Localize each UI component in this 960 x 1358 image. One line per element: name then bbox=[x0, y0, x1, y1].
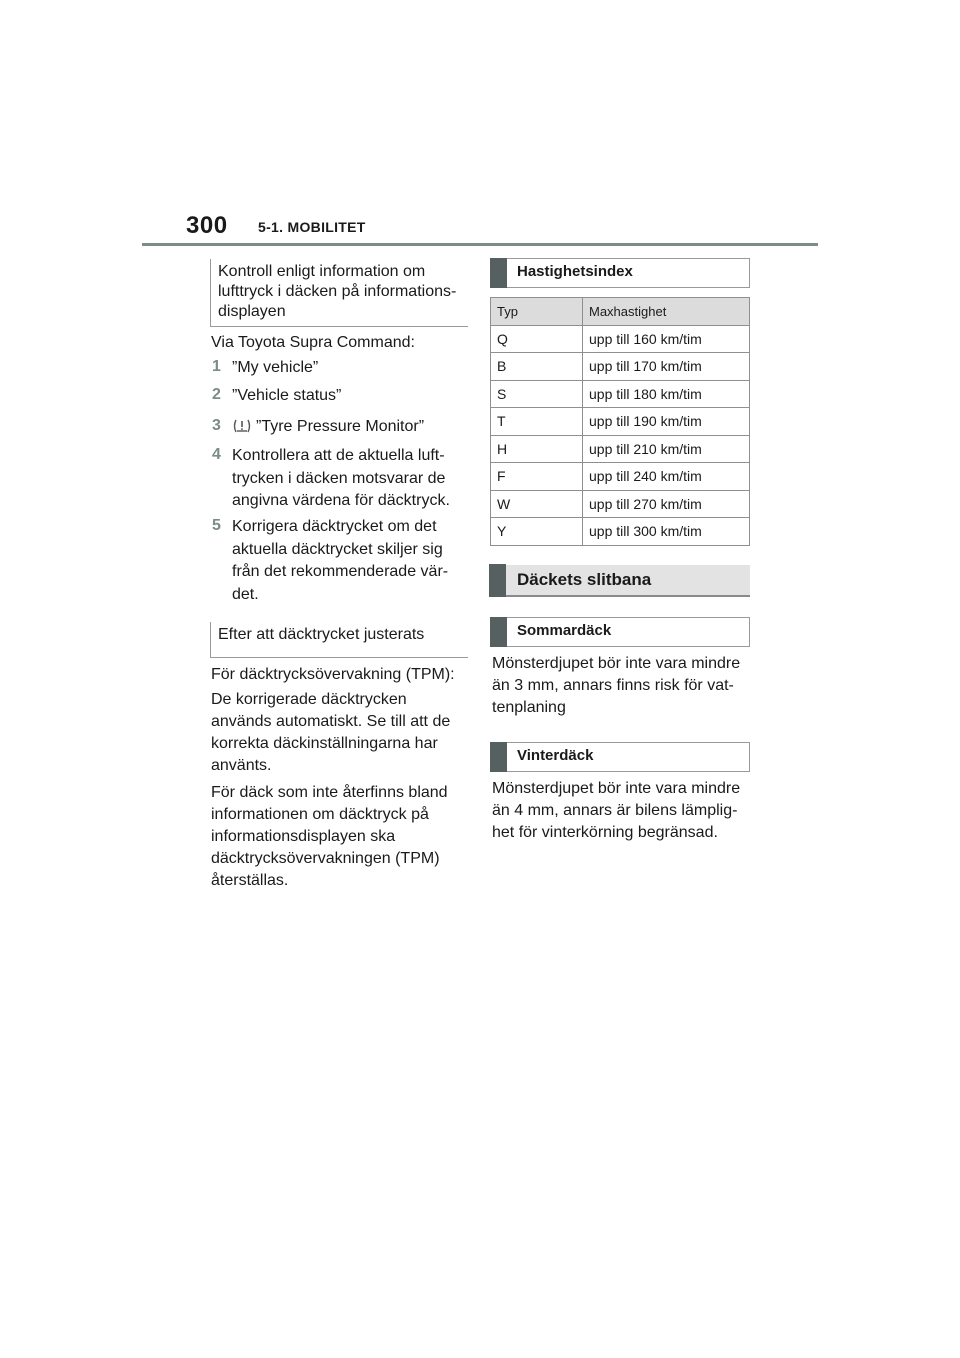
table-row bbox=[491, 408, 750, 436]
step-text: ”Tyre Pressure Monitor” bbox=[256, 418, 425, 435]
table-cell: upp till 170 km/tim bbox=[583, 353, 750, 381]
step-number: 5 bbox=[212, 517, 221, 534]
heading-text: Däckets slitbana bbox=[517, 570, 652, 589]
tyre-pressure-warning-icon bbox=[232, 418, 252, 442]
table-cell: H bbox=[491, 435, 583, 463]
heading-bar bbox=[490, 617, 507, 647]
heading-text: Kontroll enligt information om lufttryck i däcken på informations-displayen bbox=[218, 263, 457, 320]
table-cell: B bbox=[491, 353, 583, 381]
column-header: Maxhastighet bbox=[583, 298, 750, 326]
table-cell: F bbox=[491, 463, 583, 491]
paragraph-corrected: De korrigerade däcktrycken används automatiskt. Se till att de korrekta däckinställningarna har använts. bbox=[211, 691, 451, 774]
step-number: 2 bbox=[212, 386, 221, 403]
heading-box-tpm-check bbox=[210, 259, 468, 327]
heading-bar bbox=[490, 742, 507, 772]
step-text: ”My vehicle” bbox=[232, 359, 319, 376]
heading-text: Sommardäck bbox=[517, 622, 612, 639]
step-text: Kontrollera att de aktuella luft-trycken i däcken motsvarar de angivna värdena för däcktryck. bbox=[232, 447, 450, 509]
heading-box-after-adjust bbox=[210, 622, 468, 658]
step-number: 3 bbox=[212, 417, 221, 434]
heading-text: Efter att däcktrycket justerats bbox=[218, 626, 425, 643]
table-cell: S bbox=[491, 380, 583, 408]
table-cell: upp till 180 km/tim bbox=[583, 380, 750, 408]
column-header: Typ bbox=[491, 298, 583, 326]
table-row bbox=[491, 353, 750, 381]
step-text: Korrigera däcktrycket om det aktuella däcktrycket skiljer sig från det rekommenderade vär-det. bbox=[232, 518, 449, 603]
table-row bbox=[491, 518, 750, 546]
step-number: 4 bbox=[212, 446, 221, 463]
table-row bbox=[491, 325, 750, 353]
table-cell: upp till 240 km/tim bbox=[583, 463, 750, 491]
table-cell: T bbox=[491, 408, 583, 436]
paragraph-winter: Mönsterdjupet bör inte vara mindre än 4 mm, annars är bilens lämplig-het för vinterkörning begränsad. bbox=[492, 780, 741, 841]
table-cell: upp till 270 km/tim bbox=[583, 490, 750, 518]
step-item bbox=[232, 416, 424, 442]
table-cell: upp till 160 km/tim bbox=[583, 325, 750, 353]
table-cell: upp till 300 km/tim bbox=[583, 518, 750, 546]
table-cell: Y bbox=[491, 518, 583, 546]
step-text: ”Vehicle status” bbox=[232, 387, 342, 404]
heading-bar bbox=[489, 564, 506, 597]
table-row bbox=[491, 490, 750, 518]
paragraph-reset: För däck som inte återfinns bland informationen om däcktryck på informationsdisplayen ska däcktrycksövervakningen (TPM) återställas. bbox=[211, 784, 448, 889]
table-cell: Q bbox=[491, 325, 583, 353]
step-number: 1 bbox=[212, 358, 221, 375]
intro-text: Via Toyota Supra Command: bbox=[211, 334, 415, 351]
table-row bbox=[491, 463, 750, 491]
paragraph-tpm: För däcktrycksövervakning (TPM): bbox=[211, 666, 455, 683]
heading-bar bbox=[490, 258, 507, 288]
table-row bbox=[491, 380, 750, 408]
heading-text: Hastighetsindex bbox=[517, 263, 633, 280]
section-title: 5-1. MOBILITET bbox=[258, 219, 366, 235]
page-number: 300 bbox=[186, 212, 228, 239]
header-divider bbox=[142, 243, 818, 246]
table-header-row bbox=[491, 298, 750, 326]
table-cell: upp till 210 km/tim bbox=[583, 435, 750, 463]
heading-tread bbox=[490, 565, 750, 597]
heading-winter-tyres bbox=[490, 742, 750, 772]
table-cell: W bbox=[491, 490, 583, 518]
paragraph-summer: Mönsterdjupet bör inte vara mindre än 3 mm, annars finns risk för vat-tenplaning bbox=[492, 655, 741, 716]
heading-text: Vinterdäck bbox=[517, 747, 594, 764]
heading-summer-tyres bbox=[490, 617, 750, 647]
table-cell: upp till 190 km/tim bbox=[583, 408, 750, 436]
heading-speed-index bbox=[490, 258, 750, 288]
speed-index-table bbox=[490, 297, 750, 546]
table-row bbox=[491, 435, 750, 463]
